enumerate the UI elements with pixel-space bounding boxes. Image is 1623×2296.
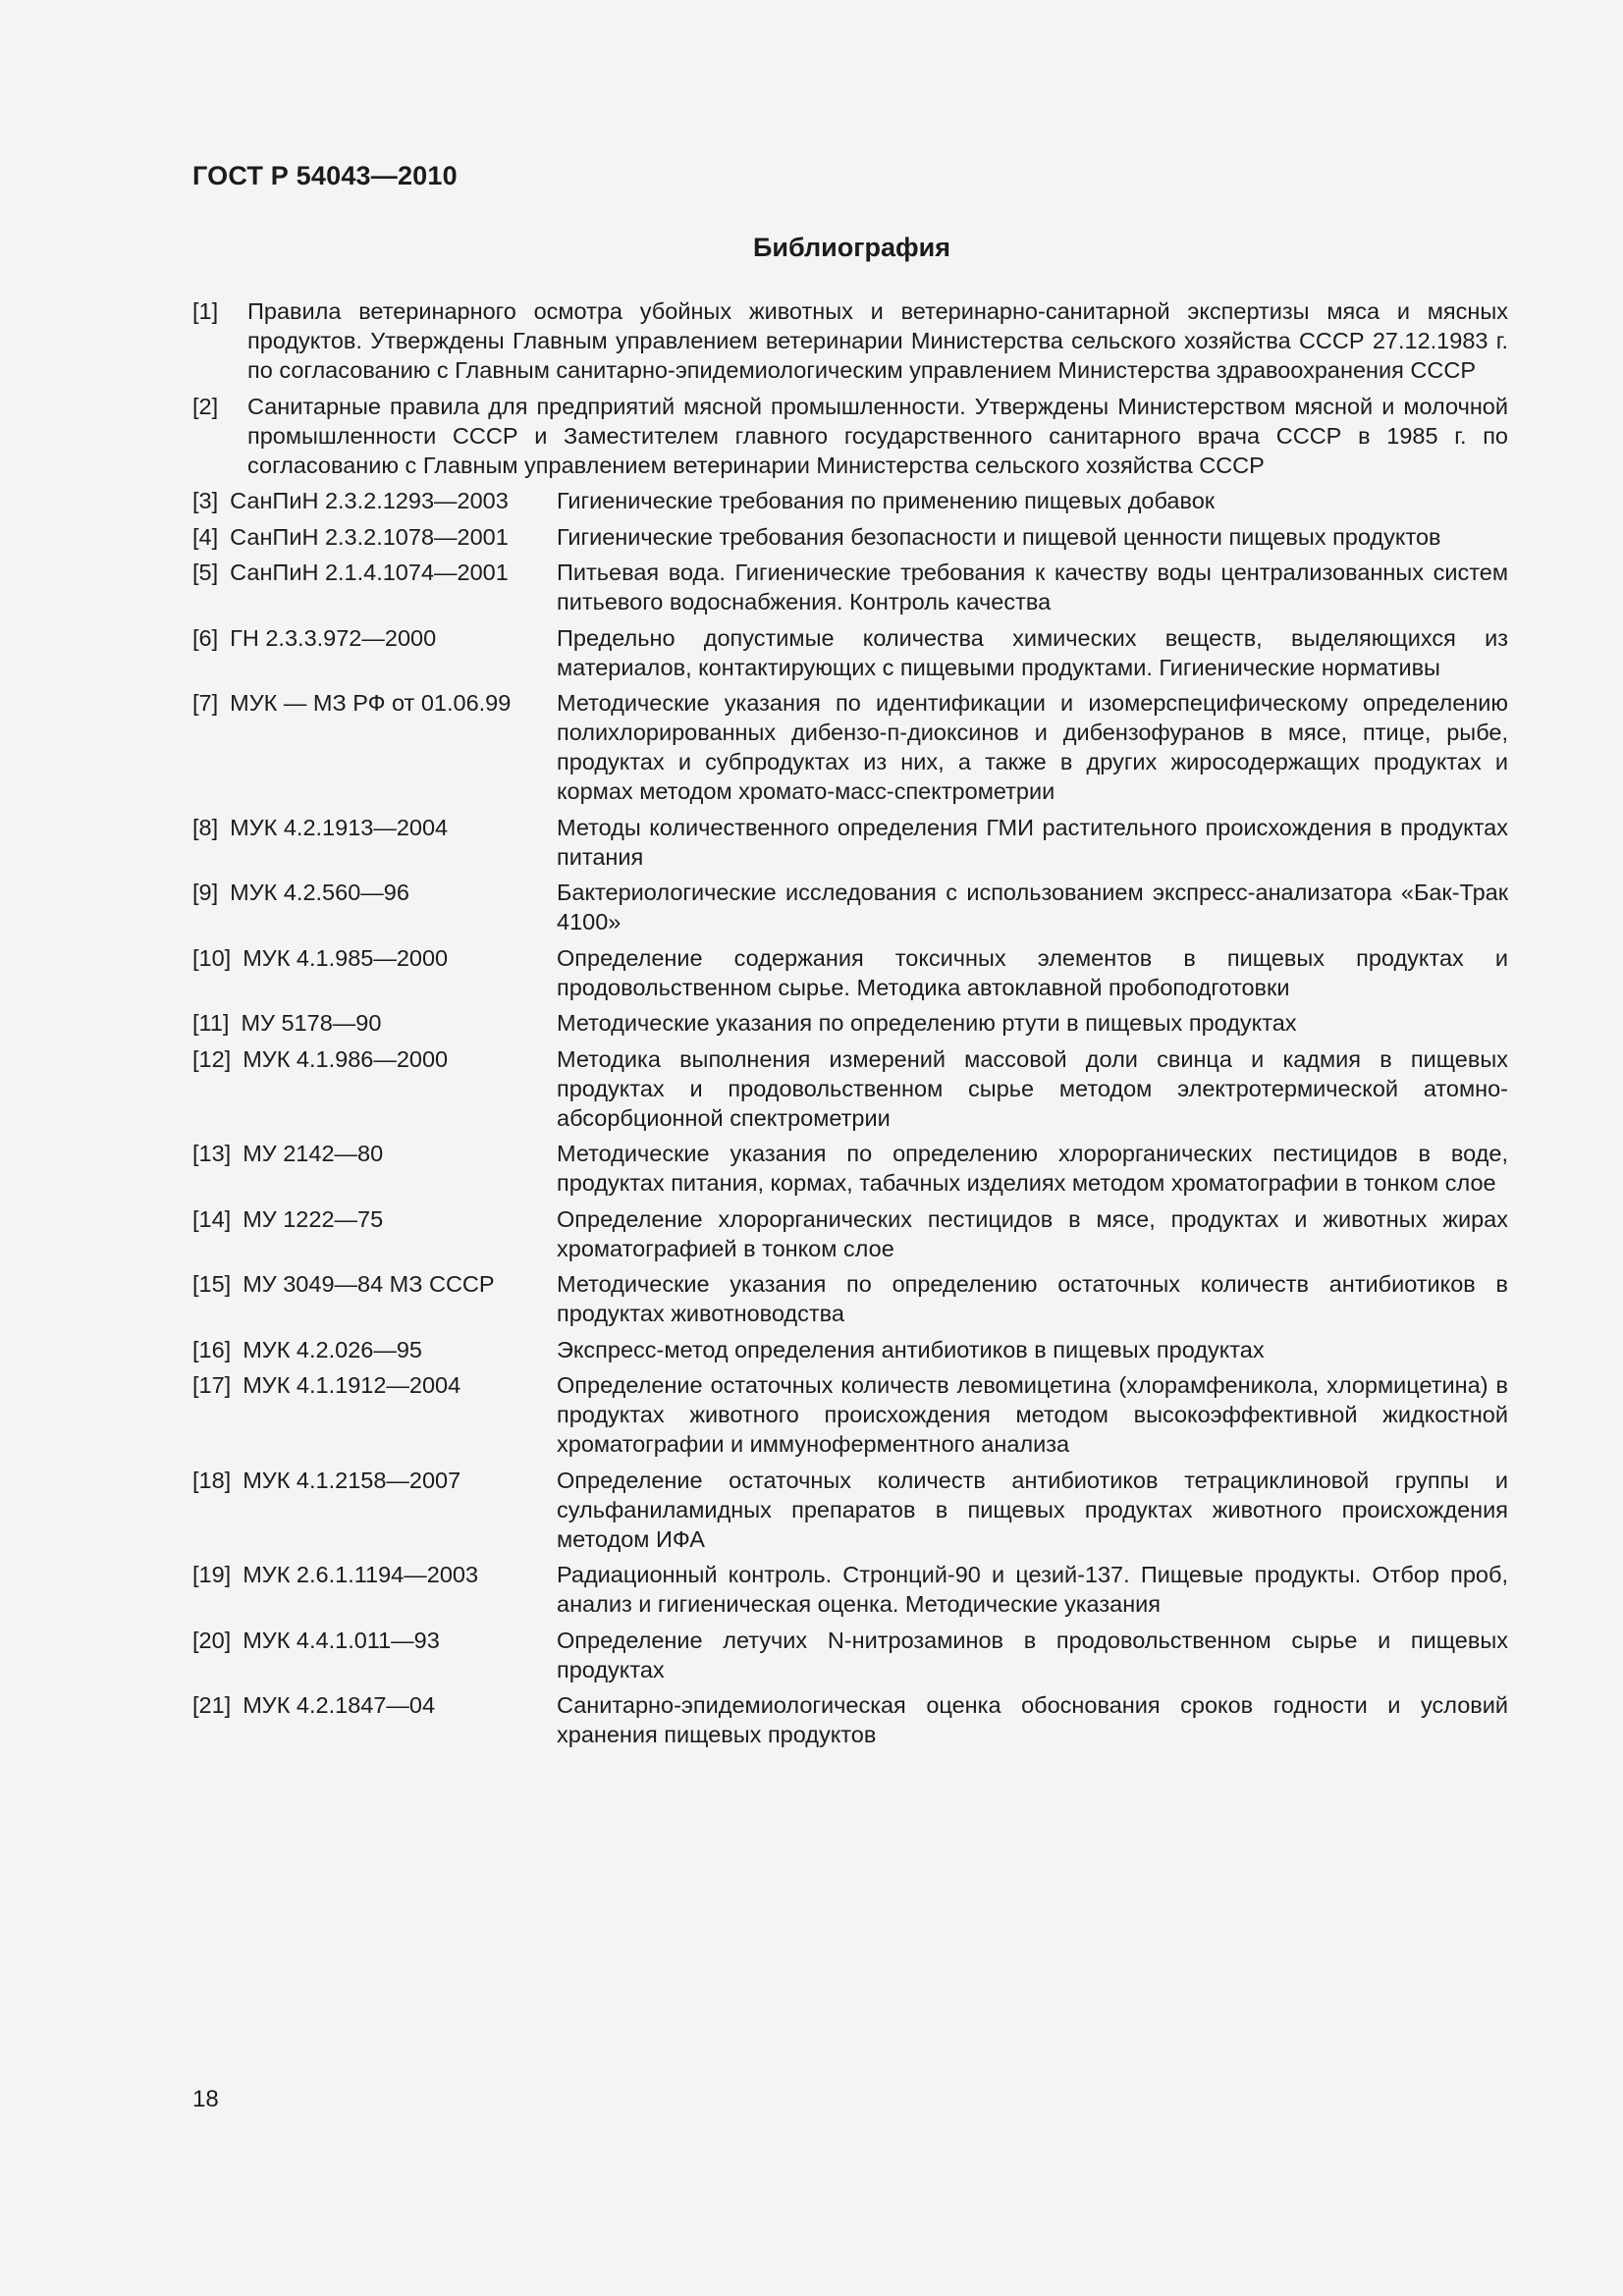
entry-code: МУК 4.2.1913—2004 [230, 814, 449, 840]
bibliography-entry [192, 1560, 1508, 1619]
entry-code: МУК 2.6.1.1194—2003 [243, 1562, 479, 1587]
entry-number: [3] [192, 488, 219, 513]
entry-code: МУК 4.2.560—96 [230, 880, 409, 905]
entry-number: [11] [192, 1010, 230, 1036]
entry-description: Гигиенические требования безопасности и пищевой ценности пищевых продуктов [557, 523, 1441, 550]
entry-code: СанПиН 2.3.2.1078—2001 [230, 523, 509, 550]
entry-description: Методические указания по определению остаточных количеств антибиотиков в продуктах животноводства [557, 1271, 1508, 1326]
entry-number: [12] [192, 1045, 232, 1072]
entry-description: Питьевая вода. Гигиенические требования к качеству воды централизованных систем питьевого водоснабжения. Контроль качества [557, 560, 1508, 614]
entry-code-cell [192, 1335, 557, 1364]
entry-code-cell [192, 1690, 557, 1749]
bibliography-entry [192, 1370, 1508, 1459]
entry-code-cell [192, 1370, 557, 1459]
bibliography-entry [192, 1466, 1508, 1554]
entry-description: Определение летучих N-нитрозаминов в продовольственном сырье и пищевых продуктах [557, 1627, 1508, 1682]
entry-code-cell [192, 688, 557, 806]
entry-code: СанПиН 2.1.4.1074—2001 [230, 560, 509, 585]
entry-number: [19] [192, 1562, 232, 1587]
bibliography-entry [192, 878, 1508, 936]
bibliography-list [192, 296, 1508, 1756]
bibliography-entry [192, 1626, 1508, 1684]
entry-description: Методические указания по определению ртути в пищевых продуктах [557, 1010, 1297, 1036]
entry-description: Санитарные правила для предприятий мясной промышленности. Утверждены Министерством мясной и молочной промышленности СССР и Заместителем главного государственного санитарного врача СССР в 1985 г. по согласованию с Главным управлением ветеринарии Министерства сельского хозяйства СССР [247, 393, 1508, 478]
document-header: ГОСТ Р 54043—2010 [192, 161, 458, 190]
entry-description: Предельно допустимые количества химических веществ, выделяющихся из материалов, контактирующих с пищевыми продуктами. Гигиенические нормативы [557, 624, 1508, 680]
entry-code-cell [192, 486, 557, 515]
entry-code: МУК 4.2.026—95 [243, 1336, 422, 1362]
bibliography-entry [192, 1269, 1508, 1328]
bibliography-entry [192, 1008, 1508, 1038]
entry-description: Определение остаточных количеств левомицетина (хлорамфеникола, хлормицетина) в продуктах животного происхождения методом высокоэффективной жидкостной хроматографии и иммуноферментного анализа [557, 1372, 1508, 1457]
entry-code: МУ 5178—90 [241, 1010, 382, 1036]
entry-description: Определение хлорорганических пестицидов в мясе, продуктах и животных жирах хроматографией в тонком слое [557, 1205, 1508, 1261]
entry-number: [1] [192, 298, 219, 324]
entry-description: Определение остаточных количеств антибиотиков тетрациклиновой группы и сульфаниламидных препаратов в пищевых продуктах животного происхождения методом ИФА [557, 1467, 1508, 1552]
entry-description: Методические указания по идентификации и изомерспецифическому определению полихлорированных дибензо-п-диоксинов и дибензофуранов в мясе, птице, рыбе, продуктах и субпродуктах из них, а также в других жиросодержащих продуктах и кормах методом хромато-масс-спектрометрии [557, 690, 1508, 804]
page-number: 18 [192, 2086, 219, 2112]
entry-number: [14] [192, 1205, 232, 1232]
entry-number: [20] [192, 1627, 232, 1653]
entry-description: Гигиенические требования по применению пищевых добавок [557, 488, 1216, 513]
entry-code: МУК — МЗ РФ от 01.06.99 [230, 690, 512, 716]
bibliography-entry [192, 522, 1508, 552]
entry-code: МУ 2142—80 [243, 1141, 384, 1166]
entry-code-cell [192, 522, 557, 552]
entry-number: [2] [192, 393, 219, 419]
entry-code: МУК 4.1.986—2000 [243, 1045, 449, 1072]
entry-number: [8] [192, 814, 219, 840]
bibliography-entry [192, 623, 1508, 682]
bibliography-entry [192, 1335, 1508, 1364]
entry-number: [13] [192, 1141, 232, 1166]
bibliography-entry [192, 392, 1508, 480]
entry-code: МУК 4.1.2158—2007 [243, 1467, 461, 1493]
entry-code-cell [192, 1139, 557, 1198]
entry-number: [15] [192, 1271, 232, 1297]
entry-number: [17] [192, 1372, 232, 1398]
entry-description: Методические указания по определению хлорорганических пестицидов в воде, продуктах питания, кормах, табачных изделиях методом хроматографии в тонком слое [557, 1141, 1508, 1196]
bibliography-entry [192, 1204, 1508, 1263]
entry-code: МУК 4.1.1912—2004 [243, 1372, 461, 1398]
entry-description: Правила ветеринарного осмотра убойных животных и ветеринарно-санитарной экспертизы мяса и мясных продуктов. Утверждены Главным управлением ветеринарии Министерства сельского хозяйства СССР 27.12.1983 г. по согласованию с Главным санитарно-эпидемиологическим управлением Министерства здравоохранения СССР [247, 298, 1508, 383]
entry-number: [9] [192, 880, 219, 905]
entry-number: [21] [192, 1692, 232, 1718]
entry-number: [4] [192, 523, 219, 550]
entry-description: Радиационный контроль. Стронций-90 и цезий-137. Пищевые продукты. Отбор проб, анализ и гигиеническая оценка. Методические указания [557, 1562, 1508, 1617]
entry-code-cell [192, 1008, 557, 1038]
entry-description: Санитарно-эпидемиологическая оценка обоснования сроков годности и условий хранения пищевых продуктов [557, 1692, 1508, 1747]
bibliography-entry [192, 486, 1508, 515]
entry-code-cell [192, 558, 557, 616]
entry-code-cell [192, 1466, 557, 1554]
entry-code-cell [192, 943, 557, 1002]
entry-number: [7] [192, 690, 219, 716]
entry-code-cell [192, 1269, 557, 1328]
entry-code-cell [192, 1626, 557, 1684]
bibliography-entry [192, 943, 1508, 1002]
entry-code: ГН 2.3.3.972—2000 [230, 624, 437, 651]
entry-code: МУ 3049—84 МЗ СССР [243, 1271, 495, 1297]
bibliography-entry [192, 296, 1508, 385]
entry-code: МУК 4.1.985—2000 [243, 944, 449, 971]
entry-description: Экспресс-метод определения антибиотиков в пищевых продуктах [557, 1336, 1265, 1362]
bibliography-entry [192, 813, 1508, 872]
bibliography-entry [192, 688, 1508, 806]
entry-number: [16] [192, 1336, 232, 1362]
entry-code: МУК 4.4.1.011—93 [243, 1627, 440, 1653]
entry-code-cell [192, 813, 557, 872]
bibliography-entry [192, 1044, 1508, 1133]
entry-code: СанПиН 2.3.2.1293—2003 [230, 488, 509, 513]
entry-code: МУК 4.2.1847—04 [243, 1692, 436, 1718]
entry-description: Методика выполнения измерений массовой доли свинца и кадмия в пищевых продуктах и продовольственном сырье методом электротермической атомно-абсорбционной спектрометрии [557, 1045, 1508, 1131]
entry-number: [18] [192, 1467, 232, 1493]
entry-description: Методы количественного определения ГМИ растительного происхождения в продуктах питания [557, 814, 1508, 870]
entry-number: [6] [192, 624, 219, 651]
entry-code: МУ 1222—75 [243, 1205, 384, 1232]
bibliography-entry [192, 1690, 1508, 1749]
entry-code-cell [192, 1204, 557, 1263]
entry-code-cell [192, 1560, 557, 1619]
entry-code-cell [192, 623, 557, 682]
entry-number: [5] [192, 560, 219, 585]
entry-description: Бактериологические исследования с использованием экспресс-анализатора «Бак-Трак 4100» [557, 880, 1508, 934]
entry-number: [10] [192, 944, 232, 971]
entry-code-cell [192, 1044, 557, 1133]
entry-code-cell [192, 878, 557, 936]
bibliography-entry [192, 558, 1508, 616]
section-title: Библиография [753, 233, 950, 262]
entry-description: Определение содержания токсичных элементов в пищевых продуктах и продовольственном сырье. Методика автоклавной пробоподготовки [557, 944, 1508, 1000]
bibliography-entry [192, 1139, 1508, 1198]
